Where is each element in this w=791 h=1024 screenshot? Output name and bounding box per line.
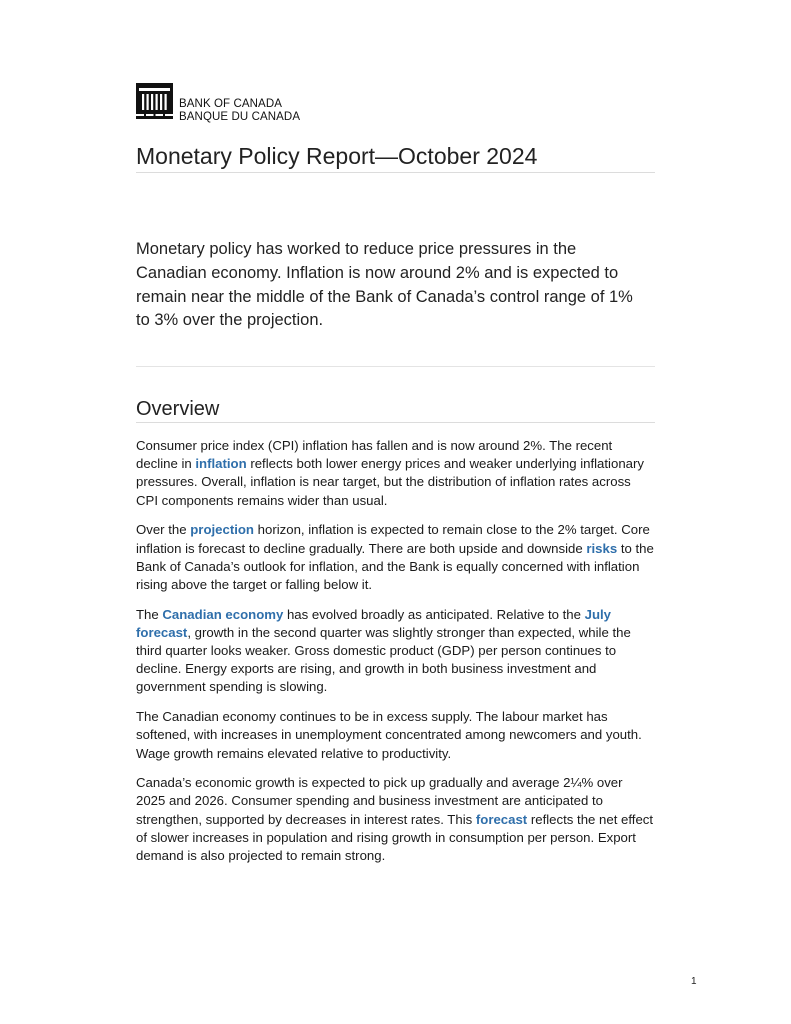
- page-number: 1: [691, 976, 697, 987]
- text-run: reflects both lower energy prices and weaker underlying inflationary pressures. Overall, inflation is near target, but the distribution of inflation rates across CPI components remains wider than usual.: [136, 456, 644, 508]
- forecast-link[interactable]: forecast: [475, 811, 528, 827]
- text-run: Canada’s economic growth is expected to pick up gradually and average 2¼% over 2025 and 2026. Consumer spending and business investment are anticipated to strengthen, supported by decreases in interest rates. This: [136, 775, 623, 827]
- text-run: horizon, inflation is expected to remain close to the 2% target. Core inflation is forecast to decline gradually. There are both upside and downside: [136, 522, 650, 556]
- section-divider: [136, 366, 655, 367]
- overview-heading: Overview: [136, 397, 655, 423]
- paragraph-growth-outlook: [136, 774, 655, 865]
- bank-of-canada-logo: [136, 83, 336, 121]
- logo-line-french: BANQUE DU CANADA: [179, 110, 301, 123]
- lead-paragraph: Monetary policy has worked to reduce price pressures in the Canadian economy. Inflation is now around 2% and is expected to remain near the middle of the Bank of Canada’s control range of 1% to 3% over the projection.: [136, 240, 633, 330]
- paragraph-excess-supply: [136, 708, 655, 763]
- overview-body: [136, 437, 655, 877]
- july-forecast-link[interactable]: July forecast: [136, 606, 612, 640]
- text-run: Consumer price index (CPI) inflation has fallen and is now around 2%. The recent decline in: [136, 438, 613, 472]
- text-run: to the Bank of Canada’s outlook for inflation, and the Bank is equally concerned with inflation rising above the target or falling below it.: [136, 540, 654, 592]
- text-run: The Canadian economy continues to be in excess supply. The labour market has softened, with increases in unemployment concentrated among newcomers and youth. Wage growth remains elevated relative to productivity.: [136, 709, 642, 761]
- text-run: reflects the net effect of slower increases in population and rising growth in consumption per person. Export demand is also projected to remain strong.: [136, 811, 654, 864]
- text-run: Over the: [136, 522, 191, 538]
- text-run: The: [136, 606, 163, 622]
- logo-line-english: BANK OF CANADA: [179, 98, 283, 110]
- logo-wordmark: [179, 98, 300, 123]
- paragraph-canadian-economy: [136, 606, 655, 697]
- text-run: has evolved broadly as anticipated. Relative to the: [283, 606, 585, 622]
- projection-link[interactable]: projection: [190, 522, 254, 538]
- bank-building-icon: [136, 83, 174, 121]
- text-run: , growth in the second quarter was slightly stronger than expected, while the third quarter looks weaker. Gross domestic product (GDP) per person continues to decline. Energy exports are rising, and growth in both business investment and government spending is slowing.: [136, 624, 631, 695]
- canadian-economy-link[interactable]: Canadian economy: [162, 606, 284, 622]
- page-title: Monetary Policy Report—October 2024: [136, 143, 655, 173]
- paragraph-cpi-inflation: [136, 437, 655, 510]
- paragraph-projection: [136, 521, 655, 594]
- risks-link[interactable]: risks: [586, 540, 618, 556]
- inflation-link[interactable]: inflation: [195, 456, 247, 472]
